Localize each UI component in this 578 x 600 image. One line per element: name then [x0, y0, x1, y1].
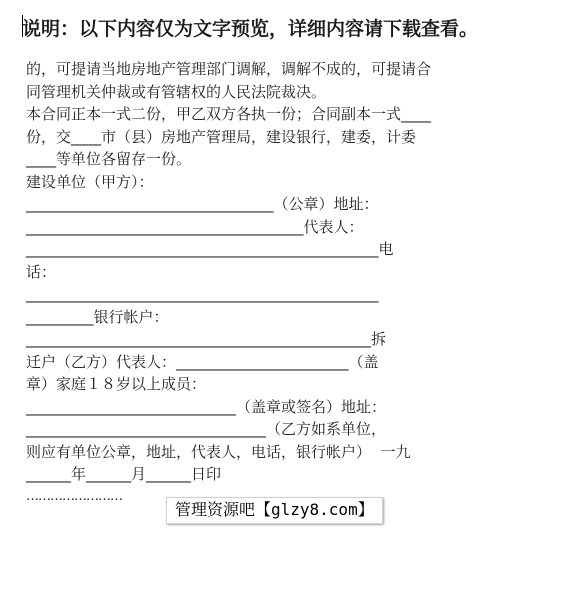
- text-line: 建设单位（甲方）：: [26, 172, 154, 191]
- preview-notice: 说明：以下内容仅为文字预览，详细内容请下载查看。: [22, 18, 479, 40]
- text-line: 则应有单位公章，地址，代表人，电话，银行帐户） 一九: [26, 442, 411, 461]
- text-line: 同管理机关仲裁或有管辖权的人民法院裁决。: [26, 82, 327, 101]
- signature-line-unit: ________________________________（乙方如系单位，: [26, 420, 387, 438]
- text-line: 的，可提请当地房地产管理部门调解，调解不成的，可提请合: [26, 60, 432, 78]
- ellipsis-line: ……………………: [26, 488, 122, 504]
- signature-line-phone: _______________________________________________电: [26, 240, 394, 258]
- text-line: 话：: [26, 262, 57, 281]
- text-line: 份，交____市（县）房地产管理局，建设银行，建委，计委: [26, 127, 417, 146]
- text-line: 章）家庭１８岁以上成员：: [26, 375, 207, 393]
- signature-line-relocatee: ______________________________________________拆: [26, 330, 387, 348]
- document-body: [26, 58, 556, 508]
- text-line: 迁户（乙方）代表人：_______________________（盖: [26, 352, 379, 371]
- signature-line-representative: _____________________________________代表人：: [26, 217, 364, 236]
- signature-line-member: ____________________________（盖章或签名）地址：: [26, 397, 387, 416]
- signature-line-seal-address: _________________________________（公章）地址：: [26, 195, 379, 213]
- signature-line-bank-account: _________银行帐户：: [26, 307, 169, 326]
- text-line: 本合同正本一式二份，甲乙双方各执一份；合同副本一式____: [26, 105, 432, 123]
- text-line: ____等单位各留存一份。: [26, 150, 192, 168]
- site-watermark: 管理资源吧【glzy8.com】: [166, 497, 383, 524]
- date-line: ______年______月______日印: [26, 465, 222, 483]
- blank-line: _______________________________________________: [26, 285, 379, 303]
